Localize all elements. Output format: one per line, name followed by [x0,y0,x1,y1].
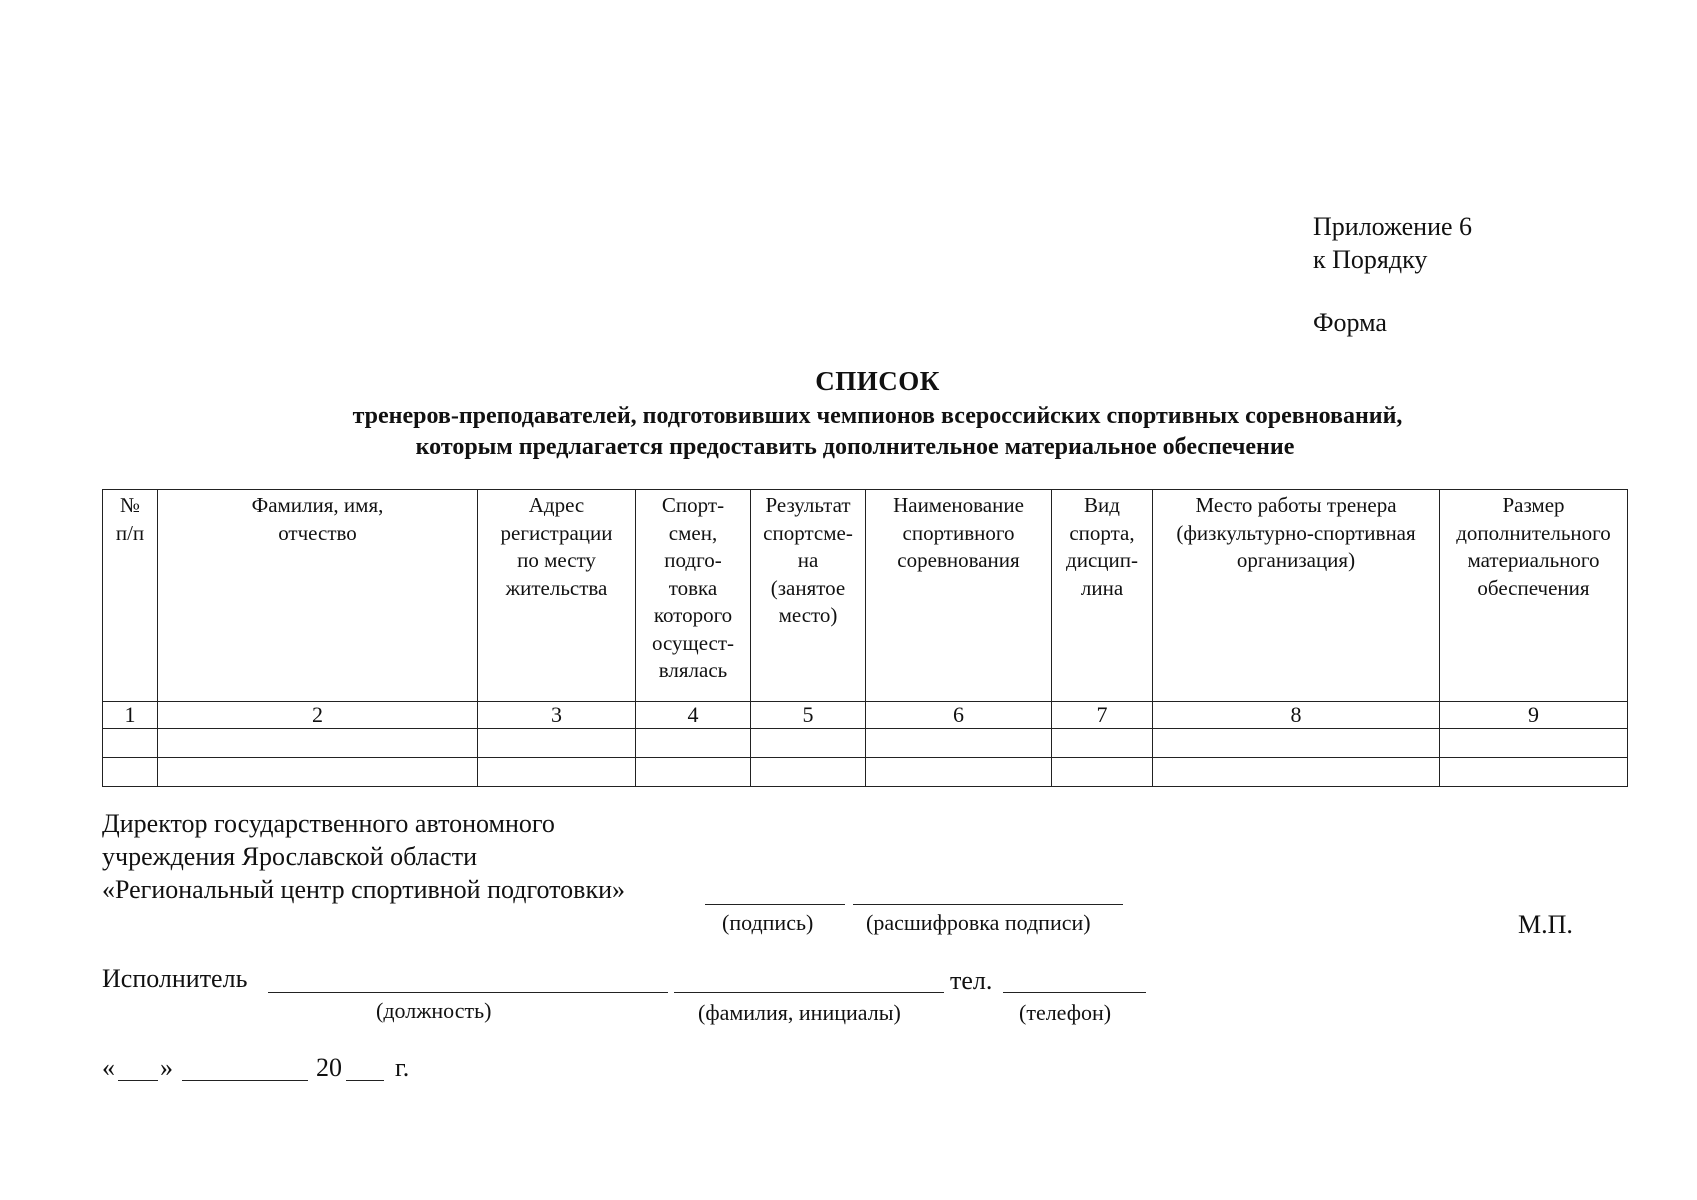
director-title-line3: «Региональный центр спортивной подготовки» [102,875,625,904]
table-column-number-row [103,702,1628,729]
blank-cell[interactable] [636,729,751,758]
blank-cell[interactable] [103,758,158,787]
blank-cell[interactable] [1052,729,1153,758]
position-caption: (должность) [376,998,492,1023]
blank-cell[interactable] [751,758,866,787]
director-title-line2: учреждения Ярославской области [102,842,477,871]
blank-cell[interactable] [1153,729,1440,758]
director-title-line1: Директор государственного автономного [102,809,555,838]
blank-cell[interactable] [636,758,751,787]
blank-cell[interactable] [1153,758,1440,787]
coaches-table [102,489,1628,787]
header-cell-competition: Наименование спортивного соревнования [866,490,1052,702]
signature-line[interactable] [705,904,845,905]
column-number: 4 [636,702,751,729]
header-cell-result: Результат спортсме- на (занятое место) [751,490,866,702]
appendix-number: Приложение 6 [1313,212,1473,241]
header-cell-workplace: Место работы тренера (физкультурно-спортивная организация) [1153,490,1440,702]
column-number: 1 [103,702,158,729]
column-number: 2 [158,702,478,729]
blank-cell[interactable] [1052,758,1153,787]
executor-label: Исполнитель [102,964,248,993]
stamp-label: М.П. [1518,910,1573,939]
column-number: 6 [866,702,1052,729]
director-block [102,807,625,906]
table-blank-row [103,758,1628,787]
form-label: Форма [1313,308,1387,337]
column-number: 3 [478,702,636,729]
date-close-quote: » [160,1053,173,1082]
blank-cell[interactable] [158,758,478,787]
blank-cell[interactable] [866,758,1052,787]
phone-label: тел. [950,966,993,995]
table-blank-row [103,729,1628,758]
name-caption: (фамилия, инициалы) [698,1000,901,1025]
blank-cell[interactable] [866,729,1052,758]
blank-cell[interactable] [478,729,636,758]
header-cell-athlete: Спорт- смен, подго- товка которого осущест- влялась [636,490,751,702]
blank-cell[interactable] [103,729,158,758]
column-number: 9 [1440,702,1628,729]
column-number: 5 [751,702,866,729]
header-cell-sport: Вид спорта, дисцип- лина [1052,490,1153,702]
blank-cell[interactable] [1440,729,1628,758]
column-number: 7 [1052,702,1153,729]
appendix-reference: к Порядку [1313,245,1428,274]
year-line[interactable] [346,1080,384,1081]
year-suffix: г. [395,1053,410,1082]
month-line[interactable] [182,1080,308,1081]
header-cell-number: № п/п [103,490,158,702]
phone-caption: (телефон) [1019,1000,1112,1025]
document-title: СПИСОК [815,366,940,396]
position-line[interactable] [268,992,668,993]
header-cell-amount: Размер дополнительного материального обеспечения [1440,490,1628,702]
date-open-quote: « [102,1053,115,1082]
day-line[interactable] [118,1080,158,1081]
appendix-block [1313,210,1472,339]
document-subtitle-line2: которым предлагается предоставить дополнительное материальное обеспечение [415,434,1295,460]
column-number: 8 [1153,702,1440,729]
phone-line[interactable] [1003,992,1146,993]
full-name-line[interactable] [674,992,944,993]
document-subtitle-line1: тренеров-преподавателей, подготовивших чемпионов всероссийских спортивных соревнований, [352,403,1403,429]
blank-cell[interactable] [751,729,866,758]
blank-cell[interactable] [158,729,478,758]
signature-decode-line[interactable] [853,904,1123,905]
blank-cell[interactable] [1440,758,1628,787]
decode-caption: (расшифровка подписи) [866,910,1091,935]
header-cell-address: Адрес регистрации по месту жительства [478,490,636,702]
signature-caption: (подпись) [722,910,814,935]
blank-cell[interactable] [478,758,636,787]
table-header-row [103,490,1628,702]
header-cell-full-name: Фамилия, имя, отчество [158,490,478,702]
year-prefix: 20 [316,1053,342,1082]
